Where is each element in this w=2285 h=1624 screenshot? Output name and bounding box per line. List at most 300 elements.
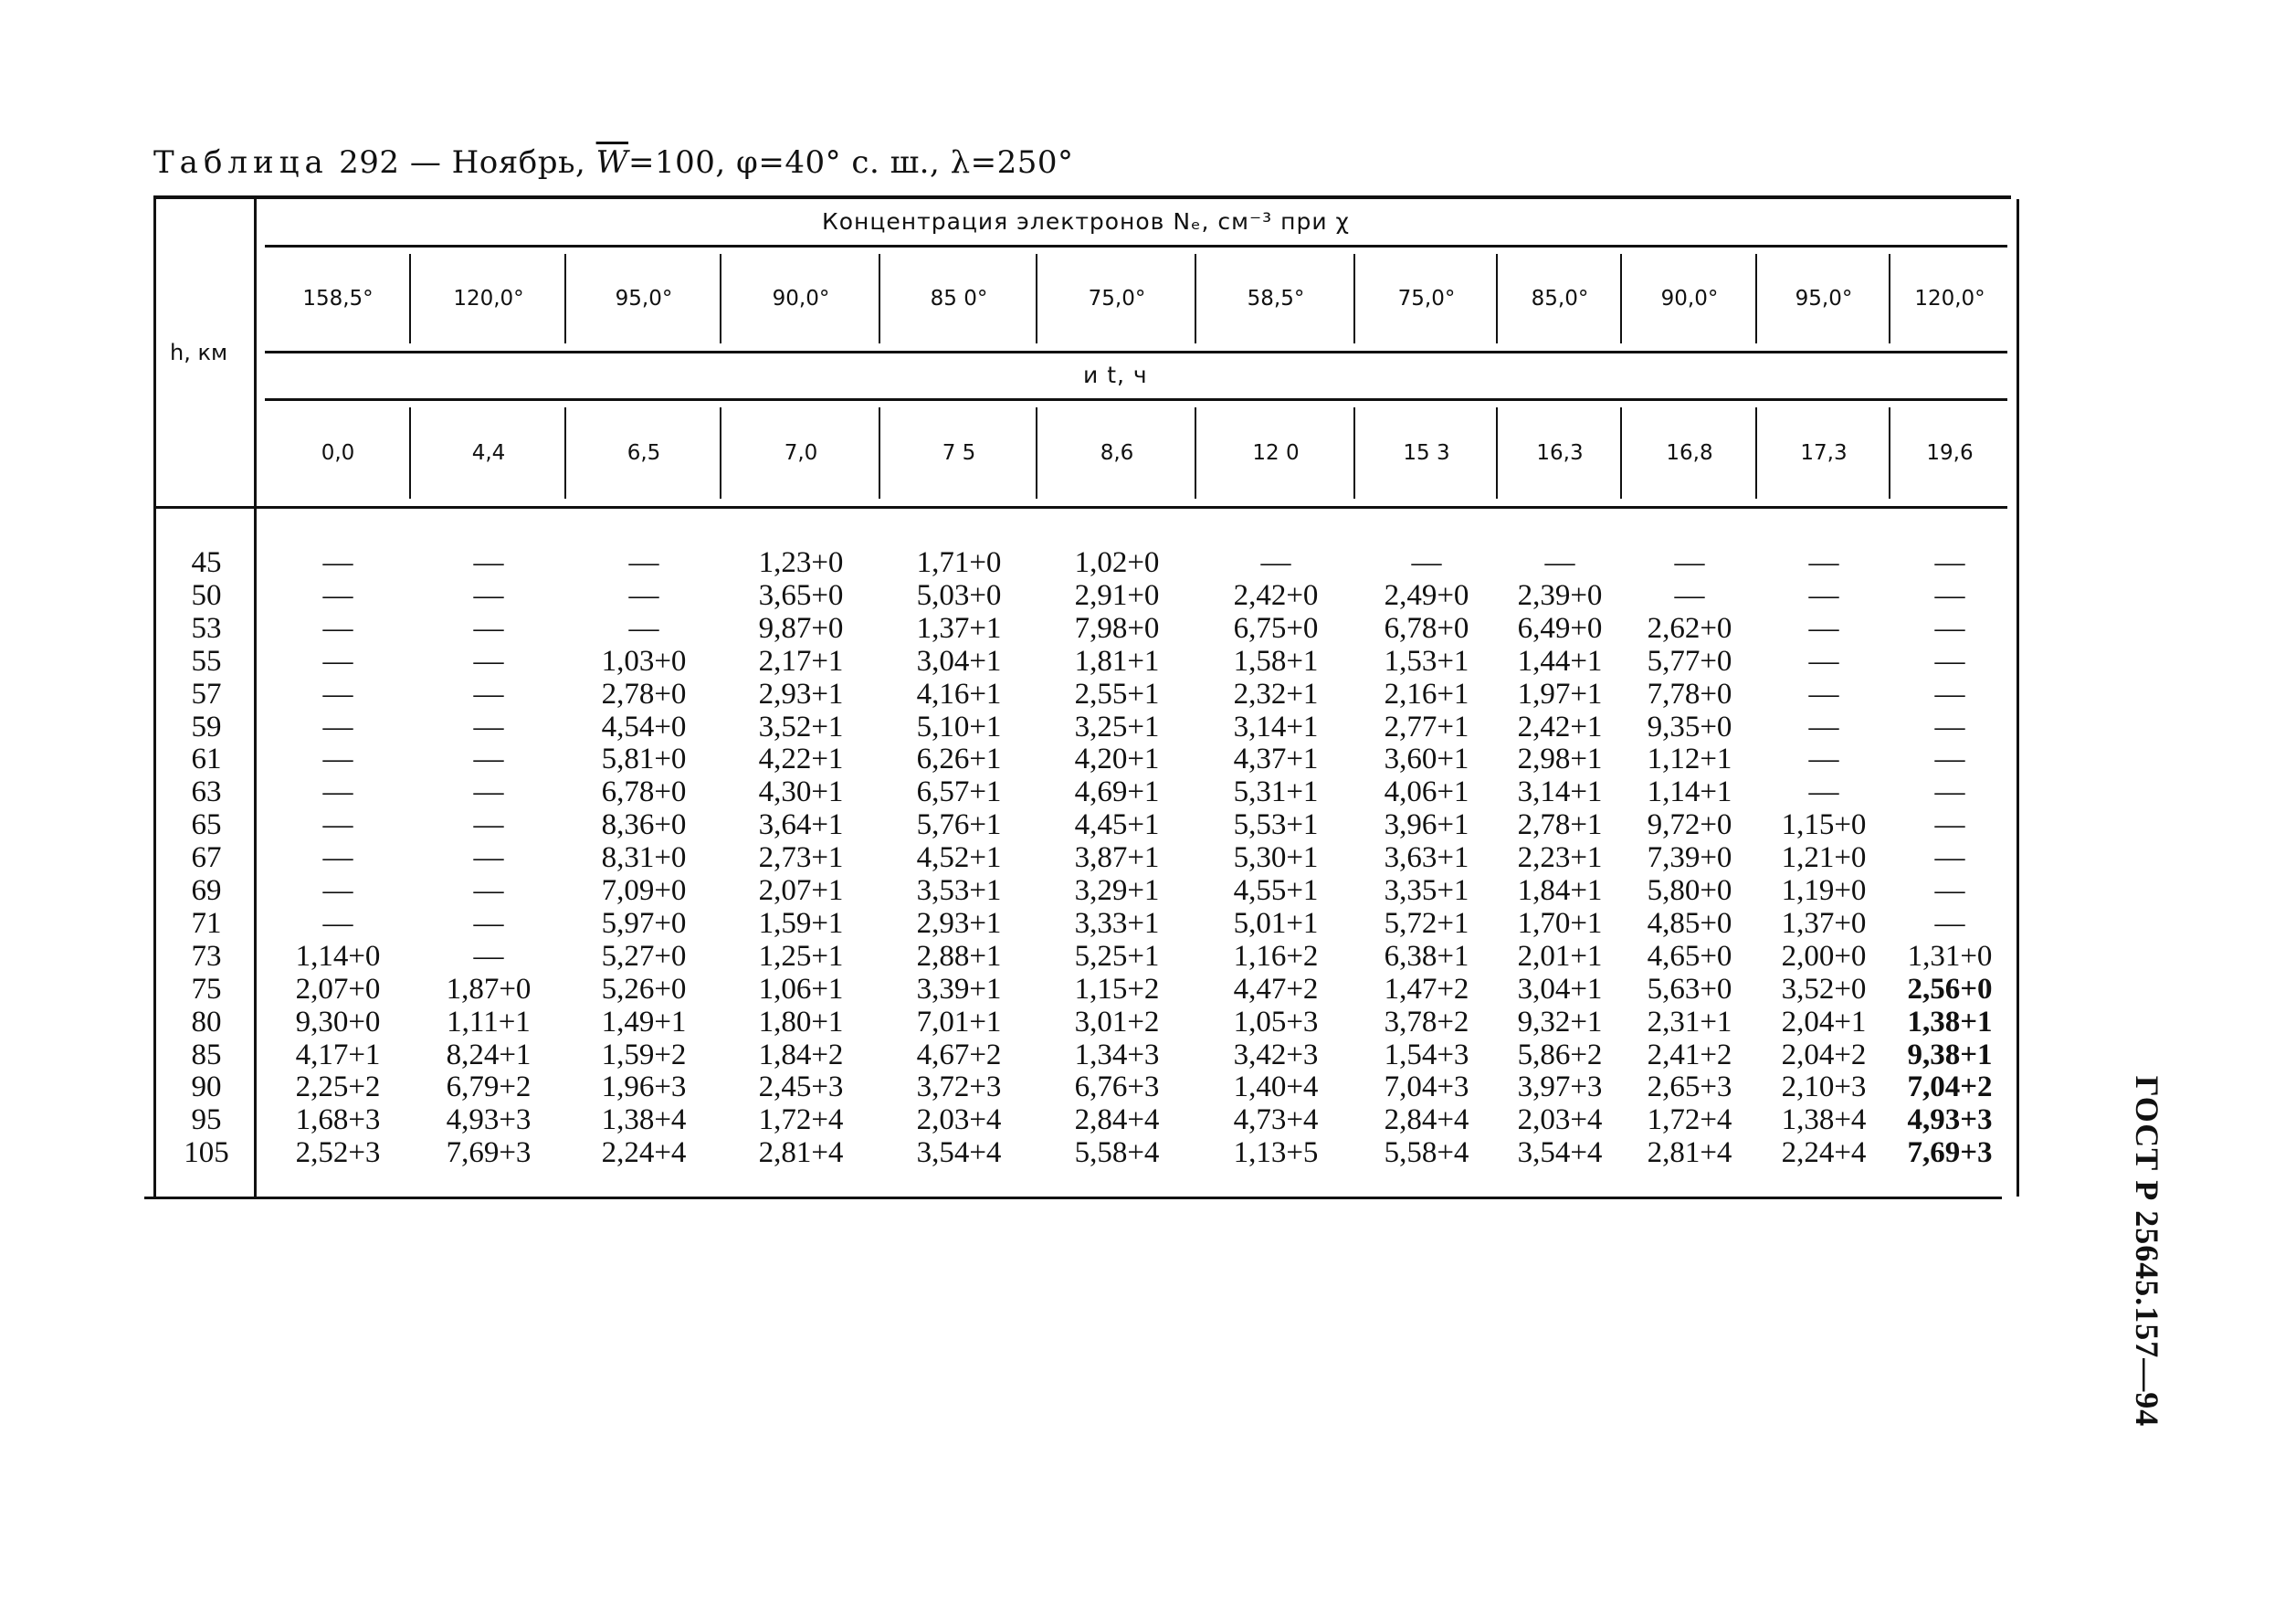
table-cell: — [1808,611,1839,645]
caption-params: =100, φ=40° с. ш., λ=250° [628,144,1074,181]
table-cell: 4,16+1 [916,677,1002,711]
table-cell: 4,93+3 [1907,1103,1993,1137]
table-cell: 1,97+1 [1517,677,1603,711]
table-cell: 2,88+1 [916,939,1002,973]
table-cell: 5,76+1 [916,808,1002,842]
table-cell: 5,72+1 [1384,906,1469,940]
table-cell: — [473,906,504,940]
table-cell: 1,31+0 [1907,939,1993,973]
table-cell: — [322,743,353,776]
table-cell: 2,55+1 [1074,677,1160,711]
table-cell: — [322,677,353,711]
table-cell: 1,37+1 [916,611,1002,645]
table-cell: 9,72+0 [1647,808,1732,842]
table-bottom-rule [144,1197,2002,1199]
table-cell: 5,27+0 [601,939,687,973]
table-cell: 4,85+0 [1647,906,1732,940]
table-cell: 7,09+0 [601,874,687,907]
table-cell: 1,16+2 [1233,939,1319,973]
table-cell: 2,78+1 [1517,808,1603,842]
table-cell: 2,81+4 [1647,1136,1732,1170]
table-cell: 1,80+1 [758,1005,844,1039]
concentration-header: Концентрация электронов Nₑ, см⁻³ при χ [822,208,1351,235]
table-cell: 4,69+1 [1074,775,1160,809]
table-cell: 7,01+1 [916,1005,1002,1039]
table-cell: — [1674,546,1705,579]
table-cell: 2,41+2 [1647,1038,1732,1071]
table-cell: 2,01+1 [1517,939,1603,973]
table-cell: 9,30+0 [295,1005,381,1039]
chi-header-0: 158,5° [302,287,374,311]
table-cell: 7,04+2 [1907,1070,1993,1104]
table-cell: — [1808,546,1839,579]
chi-header-3: 90,0° [772,287,830,311]
table-cell: — [473,578,504,612]
table-cell: 3,97+3 [1517,1070,1603,1104]
table-cell: 7,69+3 [446,1136,532,1170]
t-header-8: 16,3 [1536,441,1584,465]
t-header-separator [1036,407,1037,499]
row-altitude: 50 [191,578,222,612]
table-cell: 2,00+0 [1781,939,1867,973]
table-cell: 2,65+3 [1647,1070,1732,1104]
chi-header-separator [1353,254,1355,343]
table-cell: — [1934,775,1965,809]
t-header-1: 4,4 [471,441,506,465]
chi-header-4: 85 0° [930,287,988,311]
table-cell: 1,14+0 [295,939,381,973]
table-cell: 6,57+1 [916,775,1002,809]
table-cell: 7,69+3 [1907,1136,1993,1170]
t-header-separator [1195,407,1196,499]
table-cell: 3,65+0 [758,578,844,612]
caption-label: Таблица [153,144,329,181]
table-cell: 5,58+4 [1074,1136,1160,1170]
t-header-10: 17,3 [1800,441,1848,465]
table-cell: 2,07+0 [295,972,381,1006]
table-cell: — [473,808,504,842]
table-cell: — [1674,578,1705,612]
table-cell: 4,67+2 [916,1038,1002,1071]
table-cell: 2,04+2 [1781,1038,1867,1071]
table-cell: 2,81+4 [758,1136,844,1170]
table-cell: — [1934,906,1965,940]
table-cell: 5,81+0 [601,743,687,776]
t-header-11: 19,6 [1926,441,1974,465]
row-altitude: 73 [191,939,222,973]
table-cell: — [473,939,504,973]
table-cell: — [473,644,504,678]
table-cell: — [1260,546,1291,579]
table-cell: 2,52+3 [295,1136,381,1170]
table-cell: — [473,710,504,743]
table-cell: 2,42+0 [1233,578,1319,612]
table-cell: — [1934,677,1965,711]
table-cell: 1,03+0 [601,644,687,678]
chi-header-separator [1755,254,1757,343]
table-cell: 6,26+1 [916,743,1002,776]
table-cell: 1,68+3 [295,1103,381,1137]
table-cell: — [628,611,659,645]
chi-header-separator [409,254,411,343]
table-cell: — [1934,611,1965,645]
row-altitude: 80 [191,1005,222,1039]
chi-header-separator [879,254,880,343]
table-cell: 1,38+4 [601,1103,687,1137]
table-cell: 1,14+1 [1647,775,1732,809]
t-header-separator [720,407,721,499]
table-cell: 1,23+0 [758,546,844,579]
table-cell: 4,22+1 [758,743,844,776]
table-cell: 3,63+1 [1384,841,1469,875]
table-cell: 1,59+2 [601,1038,687,1071]
row-altitude: 57 [191,677,222,711]
table-cell: — [1808,743,1839,776]
row-altitude: 63 [191,775,222,809]
table-cell: 1,05+3 [1233,1005,1319,1039]
table-cell: — [322,546,353,579]
table-cell: 3,25+1 [1074,710,1160,743]
time-header: и t, ч [1083,362,1148,388]
t-header-separator [409,407,411,499]
table-cell: 4,20+1 [1074,743,1160,776]
table-cell: 2,49+0 [1384,578,1469,612]
row-altitude: 85 [191,1038,222,1071]
table-cell: 6,76+3 [1074,1070,1160,1104]
table-cell: 5,25+1 [1074,939,1160,973]
t-header-5: 8,6 [1100,441,1134,465]
table-cell: 1,44+1 [1517,644,1603,678]
table-cell: — [1934,546,1965,579]
table-cell: 4,73+4 [1233,1103,1319,1137]
row-header-label: h, км [170,340,228,365]
table-cell: 5,97+0 [601,906,687,940]
table-cell: 1,72+4 [758,1103,844,1137]
table-cell: 1,40+4 [1233,1070,1319,1104]
table-cell: 2,32+1 [1233,677,1319,711]
t-header-separator [1755,407,1757,499]
chi-header-separator [720,254,721,343]
table-cell: 1,38+4 [1781,1103,1867,1137]
table-cell: 9,87+0 [758,611,844,645]
table-cell: 6,49+0 [1517,611,1603,645]
t-header-9: 16,8 [1666,441,1713,465]
table-cell: 2,73+1 [758,841,844,875]
table-cell: 2,10+3 [1781,1070,1867,1104]
table-cell: 5,80+0 [1647,874,1732,907]
table-cell: — [322,578,353,612]
table-cell: 5,01+1 [1233,906,1319,940]
table-cell: — [1934,874,1965,907]
table-cell: 2,03+4 [1517,1103,1603,1137]
chi-header-separator [1889,254,1890,343]
table-cell: 1,70+1 [1517,906,1603,940]
t-header-separator [1353,407,1355,499]
table-cell: 3,96+1 [1384,808,1469,842]
chi-header-6: 58,5° [1247,287,1305,311]
table-cell: — [1934,808,1965,842]
table-cell: 4,30+1 [758,775,844,809]
table-cell: 8,24+1 [446,1038,532,1071]
table-cell: 4,54+0 [601,710,687,743]
table-cell: — [628,578,659,612]
table-cell: 2,07+1 [758,874,844,907]
row-altitude: 105 [184,1136,229,1170]
table-cell: 6,79+2 [446,1070,532,1104]
chi-header-11: 120,0° [1914,287,1985,311]
row-altitude: 61 [191,743,222,776]
header-rule-3 [265,398,2007,401]
table-cell: 3,33+1 [1074,906,1160,940]
table-cell: 1,06+1 [758,972,844,1006]
table-cell: — [1808,710,1839,743]
table-cell: 2,03+4 [916,1103,1002,1137]
table-cell: — [1934,578,1965,612]
table-cell: 1,02+0 [1074,546,1160,579]
row-altitude: 69 [191,874,222,907]
table-cell: 2,39+0 [1517,578,1603,612]
table-cell: 3,29+1 [1074,874,1160,907]
table-cell: 6,78+0 [601,775,687,809]
table-cell: 2,04+1 [1781,1005,1867,1039]
chi-header-separator [1496,254,1498,343]
table-cell: — [322,906,353,940]
t-header-7: 15 3 [1403,441,1450,465]
table-cell: 2,45+3 [758,1070,844,1104]
table-cell: 5,30+1 [1233,841,1319,875]
table-cell: — [1808,677,1839,711]
table-cell: 4,37+1 [1233,743,1319,776]
table-cell: 2,78+0 [601,677,687,711]
header-rule-1 [265,245,2007,248]
table-left-border [153,199,156,1197]
table-cell: 2,23+1 [1517,841,1603,875]
table-cell: — [1934,841,1965,875]
table-right-border [2016,199,2019,1197]
table-cell: — [1411,546,1442,579]
chi-header-8: 85,0° [1531,287,1589,311]
table-cell: 1,19+0 [1781,874,1867,907]
table-cell: 3,14+1 [1233,710,1319,743]
table-cell: 4,93+3 [446,1103,532,1137]
table-cell: 3,52+0 [1781,972,1867,1006]
t-header-3: 7,0 [784,441,818,465]
table-cell: 2,24+4 [1781,1136,1867,1170]
table-top-rule [153,195,2011,199]
caption-w-symbol: $\overline{W}$ [595,144,629,181]
table-cell: 8,36+0 [601,808,687,842]
table-stub-border [254,199,257,1197]
table-cell: 3,64+1 [758,808,844,842]
table-cell: 4,47+2 [1233,972,1319,1006]
table-cell: — [628,546,659,579]
table-cell: — [473,841,504,875]
table-cell: 9,38+1 [1907,1038,1993,1071]
table-cell: 6,78+0 [1384,611,1469,645]
row-altitude: 55 [191,644,222,678]
table-cell: 1,34+3 [1074,1038,1160,1071]
table-cell: 3,60+1 [1384,743,1469,776]
table-cell: 9,35+0 [1647,710,1732,743]
table-cell: 2,84+4 [1384,1103,1469,1137]
row-altitude: 75 [191,972,222,1006]
header-rule-4 [153,506,2007,509]
table-cell: — [1934,644,1965,678]
table-cell: 3,78+2 [1384,1005,1469,1039]
t-header-separator [879,407,880,499]
table-cell: 3,42+3 [1233,1038,1319,1071]
chi-header-9: 90,0° [1660,287,1719,311]
table-cell: 2,31+1 [1647,1005,1732,1039]
t-header-separator [1889,407,1890,499]
table-cell: 1,37+0 [1781,906,1867,940]
table-cell: — [1808,578,1839,612]
table-cell: 7,98+0 [1074,611,1160,645]
table-cell: — [1808,644,1839,678]
table-caption [153,144,1074,181]
table-cell: 1,71+0 [916,546,1002,579]
table-cell: 1,12+1 [1647,743,1732,776]
table-cell: 1,58+1 [1233,644,1319,678]
table-cell: 2,84+4 [1074,1103,1160,1137]
row-altitude: 95 [191,1103,222,1137]
table-cell: 1,11+1 [447,1005,531,1039]
table-cell: 5,86+2 [1517,1038,1603,1071]
table-cell: 3,01+2 [1074,1005,1160,1039]
table-cell: — [322,874,353,907]
table-cell: — [473,677,504,711]
table-cell: 1,38+1 [1907,1005,1993,1039]
table-cell: 1,84+1 [1517,874,1603,907]
table-cell: 4,55+1 [1233,874,1319,907]
table-cell: — [1808,775,1839,809]
table-cell: 1,21+0 [1781,841,1867,875]
chi-header-7: 75,0° [1397,287,1456,311]
table-cell: — [322,841,353,875]
table-cell: — [473,775,504,809]
table-cell: 5,77+0 [1647,644,1732,678]
t-header-6: 12 0 [1252,441,1300,465]
table-cell: 3,72+3 [916,1070,1002,1104]
table-cell: 7,04+3 [1384,1070,1469,1104]
table-cell: 1,15+2 [1074,972,1160,1006]
table-cell: 2,42+1 [1517,710,1603,743]
table-cell: 1,59+1 [758,906,844,940]
table-cell: 6,75+0 [1233,611,1319,645]
table-cell: 2,91+0 [1074,578,1160,612]
table-cell: 5,53+1 [1233,808,1319,842]
table-cell: 3,35+1 [1384,874,1469,907]
row-altitude: 67 [191,841,222,875]
table-cell: 3,52+1 [758,710,844,743]
table-cell: 1,15+0 [1781,808,1867,842]
row-altitude: 65 [191,808,222,842]
table-cell: — [1934,743,1965,776]
table-cell: — [473,611,504,645]
document-standard-label: ГОСТ Р 25645.157—94 [2129,1075,2165,1428]
table-cell: 2,25+2 [295,1070,381,1104]
table-cell: 3,53+1 [916,874,1002,907]
t-header-separator [1496,407,1498,499]
table-cell: 1,54+3 [1384,1038,1469,1071]
table-cell: 3,04+1 [1517,972,1603,1006]
table-cell: — [473,874,504,907]
table-cell: 2,93+1 [758,677,844,711]
t-header-separator [1620,407,1622,499]
table-cell: 5,03+0 [916,578,1002,612]
table-cell: 1,72+4 [1647,1103,1732,1137]
chi-header-1: 120,0° [453,287,524,311]
table-cell: 1,47+2 [1384,972,1469,1006]
table-cell: — [1934,710,1965,743]
table-cell: — [322,808,353,842]
caption-month: — Ноябрь, [409,144,586,181]
chi-header-2: 95,0° [615,287,673,311]
table-cell: 2,17+1 [758,644,844,678]
table-cell: 2,16+1 [1384,677,1469,711]
table-cell: 2,77+1 [1384,710,1469,743]
t-header-0: 0,0 [321,441,355,465]
table-cell: — [322,710,353,743]
table-cell: 4,45+1 [1074,808,1160,842]
table-cell: 6,38+1 [1384,939,1469,973]
row-altitude: 71 [191,906,222,940]
table-cell: 8,31+0 [601,841,687,875]
chi-header-separator [1620,254,1622,343]
table-cell: 1,81+1 [1074,644,1160,678]
table-cell: 1,87+0 [446,972,532,1006]
table-cell: — [473,546,504,579]
table-cell: 5,26+0 [601,972,687,1006]
table-cell: 3,54+4 [1517,1136,1603,1170]
table-cell: — [473,743,504,776]
table-cell: 1,25+1 [758,939,844,973]
table-cell: 4,17+1 [295,1038,381,1071]
table-cell: 1,96+3 [601,1070,687,1104]
table-cell: 4,06+1 [1384,775,1469,809]
t-header-separator [564,407,566,499]
table-cell: 4,52+1 [916,841,1002,875]
chi-header-10: 95,0° [1795,287,1853,311]
table-cell: 5,10+1 [916,710,1002,743]
table-cell: 2,24+4 [601,1136,687,1170]
table-cell: 3,54+4 [916,1136,1002,1170]
table-cell: 3,87+1 [1074,841,1160,875]
table-cell: 4,65+0 [1647,939,1732,973]
table-cell: 1,84+2 [758,1038,844,1071]
table-cell: — [1544,546,1575,579]
row-altitude: 45 [191,546,222,579]
table-cell: 3,39+1 [916,972,1002,1006]
table-cell: 5,58+4 [1384,1136,1469,1170]
chi-header-5: 75,0° [1088,287,1146,311]
caption-number: 292 [339,144,400,181]
table-cell: 5,31+1 [1233,775,1319,809]
table-cell: 3,14+1 [1517,775,1603,809]
table-cell: 2,56+0 [1907,972,1993,1006]
table-cell: 2,93+1 [916,906,1002,940]
table-cell: 3,04+1 [916,644,1002,678]
chi-header-separator [564,254,566,343]
header-rule-2 [265,351,2007,353]
row-altitude: 90 [191,1070,222,1104]
table-cell: 9,32+1 [1517,1005,1603,1039]
table-cell: 1,53+1 [1384,644,1469,678]
t-header-2: 6,5 [627,441,661,465]
table-cell: 5,63+0 [1647,972,1732,1006]
chi-header-separator [1195,254,1196,343]
table-cell: 2,62+0 [1647,611,1732,645]
